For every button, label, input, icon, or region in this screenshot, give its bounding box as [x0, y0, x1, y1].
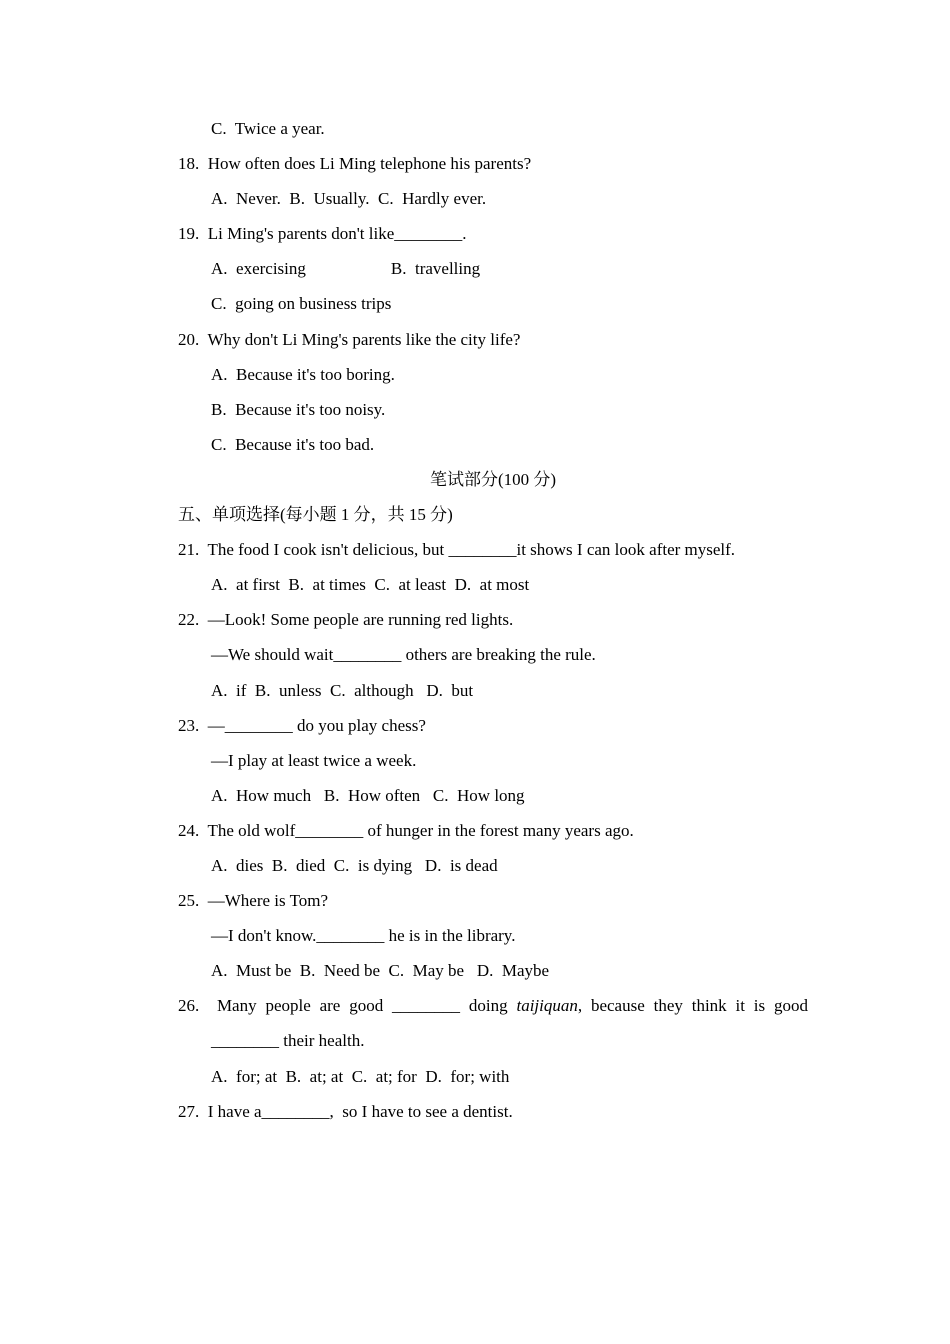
question-line: [178, 146, 808, 181]
document-body: [178, 111, 808, 1129]
text-segment: —We should wait________ others are breaking the rule.: [211, 645, 596, 665]
text-segment: B. travelling: [390, 259, 481, 279]
text-segment: 25. —Where is Tom?: [178, 891, 329, 911]
text-segment: A. How much B. How often C. How long: [211, 785, 525, 805]
question-line: [178, 988, 808, 1023]
text-segment: 笔试部分(100 分): [429, 469, 557, 489]
option-line: [178, 673, 808, 708]
option-line: [178, 427, 808, 462]
text-segment: C. Because it's too bad.: [211, 434, 375, 454]
text-segment: 19. Li Ming's parents don't like________.: [178, 224, 467, 244]
section-title: [178, 462, 808, 497]
section-heading: [178, 497, 808, 532]
text-segment: C. Twice a year.: [211, 119, 325, 138]
question-line: [178, 1094, 808, 1129]
option-line: [178, 357, 808, 392]
text-segment: A. Must be B. Need be C. May be D. Maybe: [211, 961, 550, 981]
option-line: [178, 251, 808, 286]
text-segment: 26. Many people are good ________ doing: [178, 996, 517, 1016]
question-line: [178, 532, 808, 567]
question-line: [178, 216, 808, 251]
question-line: [178, 883, 808, 918]
continuation-line: [178, 743, 808, 778]
text-segment: A. Because it's too boring.: [211, 364, 395, 384]
text-segment: B. Because it's too noisy.: [211, 399, 386, 419]
text-segment: A. Never. B. Usually. C. Hardly ever.: [211, 189, 487, 209]
text-segment: A. exercising: [211, 259, 306, 279]
text-segment: 21. The food I cook isn't delicious, but ________it shows I can look after myself.: [178, 540, 736, 560]
text-segment: 24. The old wolf________ of hunger in the forest many years ago.: [178, 820, 634, 840]
option-line: [178, 286, 808, 321]
text-segment: , because they think it is good: [577, 996, 808, 1016]
option-line: [178, 778, 808, 813]
text-segment: —I play at least twice a week.: [211, 750, 417, 770]
text-segment: 五、单项选择(每小题 1 分，共 15 分): [178, 505, 453, 525]
text-segment: ________ their health.: [211, 1031, 365, 1051]
continuation-line: [178, 637, 808, 672]
option-line: [178, 567, 808, 602]
text-segment: 23. —________ do you play chess?: [178, 715, 426, 735]
text-segment: A. at first B. at times C. at least D. at most: [211, 575, 530, 595]
text-segment: A. if B. unless C. although D. but: [211, 680, 474, 700]
question-line: [178, 322, 808, 357]
text-segment: C. going on business trips: [211, 294, 392, 314]
option-line: [178, 848, 808, 883]
text-segment: 20. Why don't Li Ming's parents like the city life?: [178, 329, 521, 349]
text-segment: 22. —Look! Some people are running red lights.: [178, 610, 514, 630]
text-segment: 27. I have a________, so I have to see a dentist.: [178, 1101, 513, 1121]
continuation-line: [178, 1023, 808, 1058]
option-line: [178, 953, 808, 988]
option-line: [178, 111, 808, 146]
option-line: [178, 1059, 808, 1094]
question-line: [178, 708, 808, 743]
option-line: [178, 181, 808, 216]
text-segment: A. for; at B. at; at C. at; for D. for; with: [211, 1066, 510, 1086]
text-segment: 18. How often does Li Ming telephone his parents?: [178, 154, 532, 174]
text-segment: taijiquan: [516, 996, 578, 1016]
continuation-line: [178, 918, 808, 953]
question-line: [178, 813, 808, 848]
option-line: [178, 392, 808, 427]
text-segment: —I don't know.________ he is in the library.: [211, 926, 516, 946]
text-segment: A. dies B. died C. is dying D. is dead: [211, 855, 498, 875]
question-line: [178, 602, 808, 637]
